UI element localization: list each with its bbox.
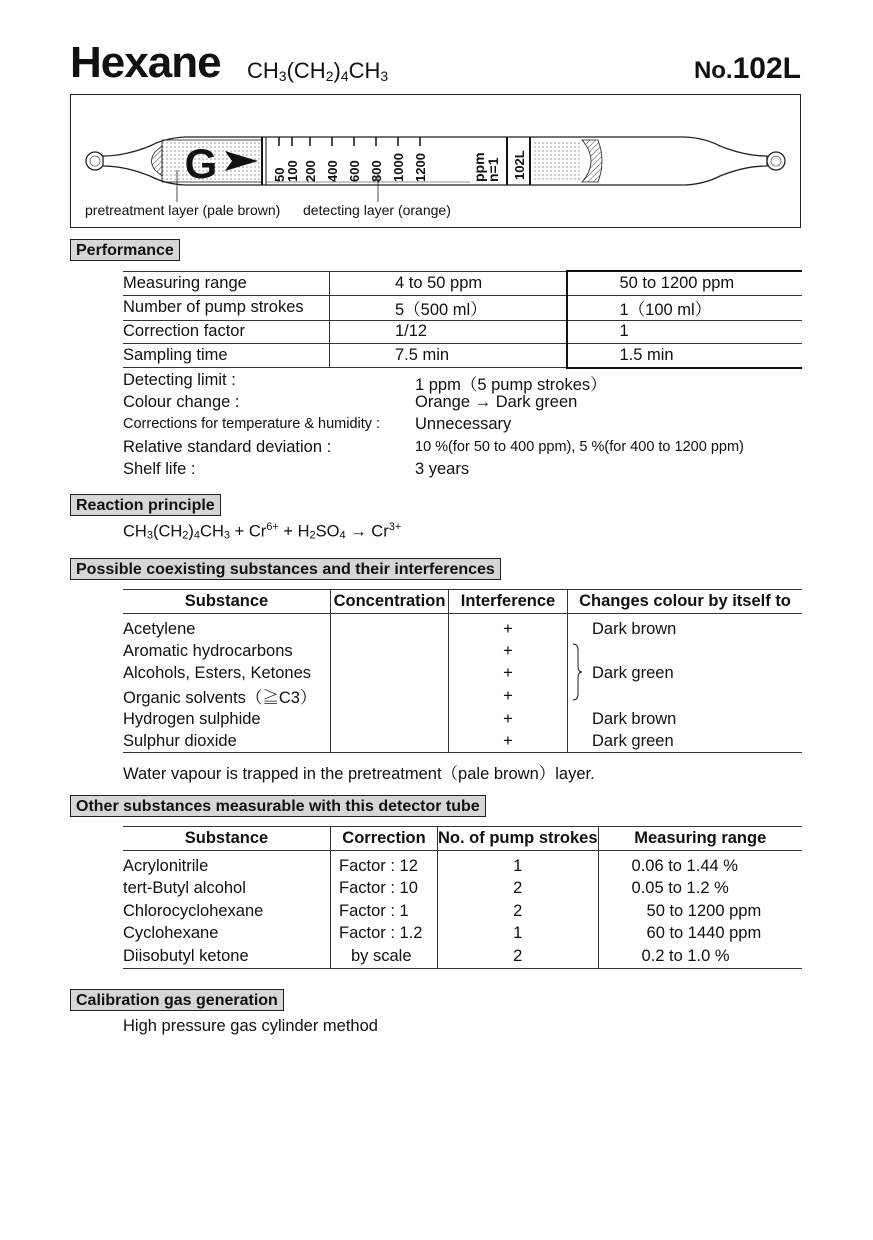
table-row: Number of pump strokes 5（500 ml） 1（100 ml） bbox=[123, 295, 802, 320]
table-header: Substance Concentration Interference Changes colour by itself to bbox=[123, 590, 802, 614]
spec-value: 1 ppm（5 pump strokes） bbox=[415, 376, 607, 394]
spec-label: Relative standard deviation : bbox=[123, 438, 332, 456]
spec-label: Corrections for temperature & humidity : bbox=[123, 416, 381, 432]
table-row: Diisobutyl ketone by scale 2 0.2 to 1.0 % bbox=[123, 945, 802, 968]
interference-note: Water vapour is trapped in the pretreatment（pale brown）layer. bbox=[123, 765, 595, 783]
scale-label: 200 bbox=[303, 160, 318, 182]
scale-label: 400 bbox=[325, 160, 340, 182]
scale-label: 100 bbox=[285, 160, 300, 182]
table-header: Substance Correction No. of pump strokes Measuring range bbox=[123, 827, 802, 851]
scale-label: 1000 bbox=[391, 153, 406, 182]
table-row: tert-Butyl alcohol Factor : 10 2 0.05 to 1.2 % bbox=[123, 878, 802, 901]
section-heading-calibration: Calibration gas generation bbox=[70, 989, 284, 1011]
table-row: Correction factor 1/12 1 bbox=[123, 320, 802, 344]
spec-label: Colour change : bbox=[123, 393, 240, 411]
section-heading-reaction: Reaction principle bbox=[70, 494, 221, 516]
tube-code: 102L bbox=[512, 150, 527, 180]
section-heading-other-substances: Other substances measurable with this detector tube bbox=[70, 795, 486, 817]
table-row: Hydrogen sulphide + Dark brown bbox=[123, 708, 802, 730]
performance-table bbox=[123, 270, 802, 369]
calibration-method: High pressure gas cylinder method bbox=[123, 1017, 378, 1035]
table-row: Cyclohexane Factor : 1.2 1 60 to 1440 ppm bbox=[123, 923, 802, 946]
scale-label: 1200 bbox=[413, 153, 428, 182]
spec-label: Detecting limit : bbox=[123, 371, 236, 389]
spec-value: Orange → Dark green bbox=[415, 393, 578, 411]
unit-label: ppm bbox=[471, 152, 487, 182]
chemical-formula: $CH_3(CH_2)_4CH_3$ bbox=[247, 58, 389, 84]
document-number: No.102L bbox=[693, 52, 801, 85]
spec-value: 10 %(for 50 to 400 ppm), 5 %(for 400 to 1200 ppm) bbox=[415, 439, 744, 455]
scale-label: 50 bbox=[272, 167, 287, 182]
other-substances-table bbox=[123, 826, 802, 969]
spec-label: Shelf life : bbox=[123, 460, 196, 478]
table-row: Measuring range 4 to 50 ppm 50 to 1200 ppm bbox=[123, 271, 802, 295]
brace-icon bbox=[570, 642, 584, 702]
section-heading-performance: Performance bbox=[70, 239, 180, 261]
table-row: Sampling time 7.5 min 1.5 min bbox=[123, 344, 802, 368]
table-row: Organic solvents（≧C3） + bbox=[123, 684, 802, 708]
interferences-table bbox=[123, 589, 802, 753]
pretreatment-caption: pretreatment layer (pale brown) bbox=[85, 202, 281, 218]
detecting-caption: detecting layer (orange) bbox=[303, 202, 451, 218]
table-row: Sulphur dioxide + Dark green bbox=[123, 730, 802, 753]
page-title: Hexane bbox=[70, 38, 221, 87]
n-label: n=1 bbox=[485, 157, 501, 182]
scale-label: 800 bbox=[369, 160, 384, 182]
section-heading-interferences: Possible coexisting substances and their interferences bbox=[70, 558, 501, 580]
spec-value: Unnecessary bbox=[415, 415, 512, 433]
table-row: Alcohols, Esters, Ketones + Dark green bbox=[123, 662, 802, 684]
scale-label: 600 bbox=[347, 160, 362, 182]
spec-value: 3 years bbox=[415, 460, 470, 478]
table-row: Aromatic hydrocarbons + bbox=[123, 640, 802, 662]
table-row: Acrylonitrile Factor : 12 1 0.06 to 1.44 % bbox=[123, 855, 802, 878]
reaction-equation: $CH_3(CH_2)_4CH_3 + Cr^{6+} + H_2SO_4 \to Cr^{3+}$ bbox=[123, 521, 402, 542]
table-row: Acetylene + Dark brown bbox=[123, 618, 802, 640]
brand-logo: G bbox=[184, 140, 218, 187]
table-row: Chlorocyclohexane Factor : 1 2 50 to 1200 ppm bbox=[123, 900, 802, 923]
